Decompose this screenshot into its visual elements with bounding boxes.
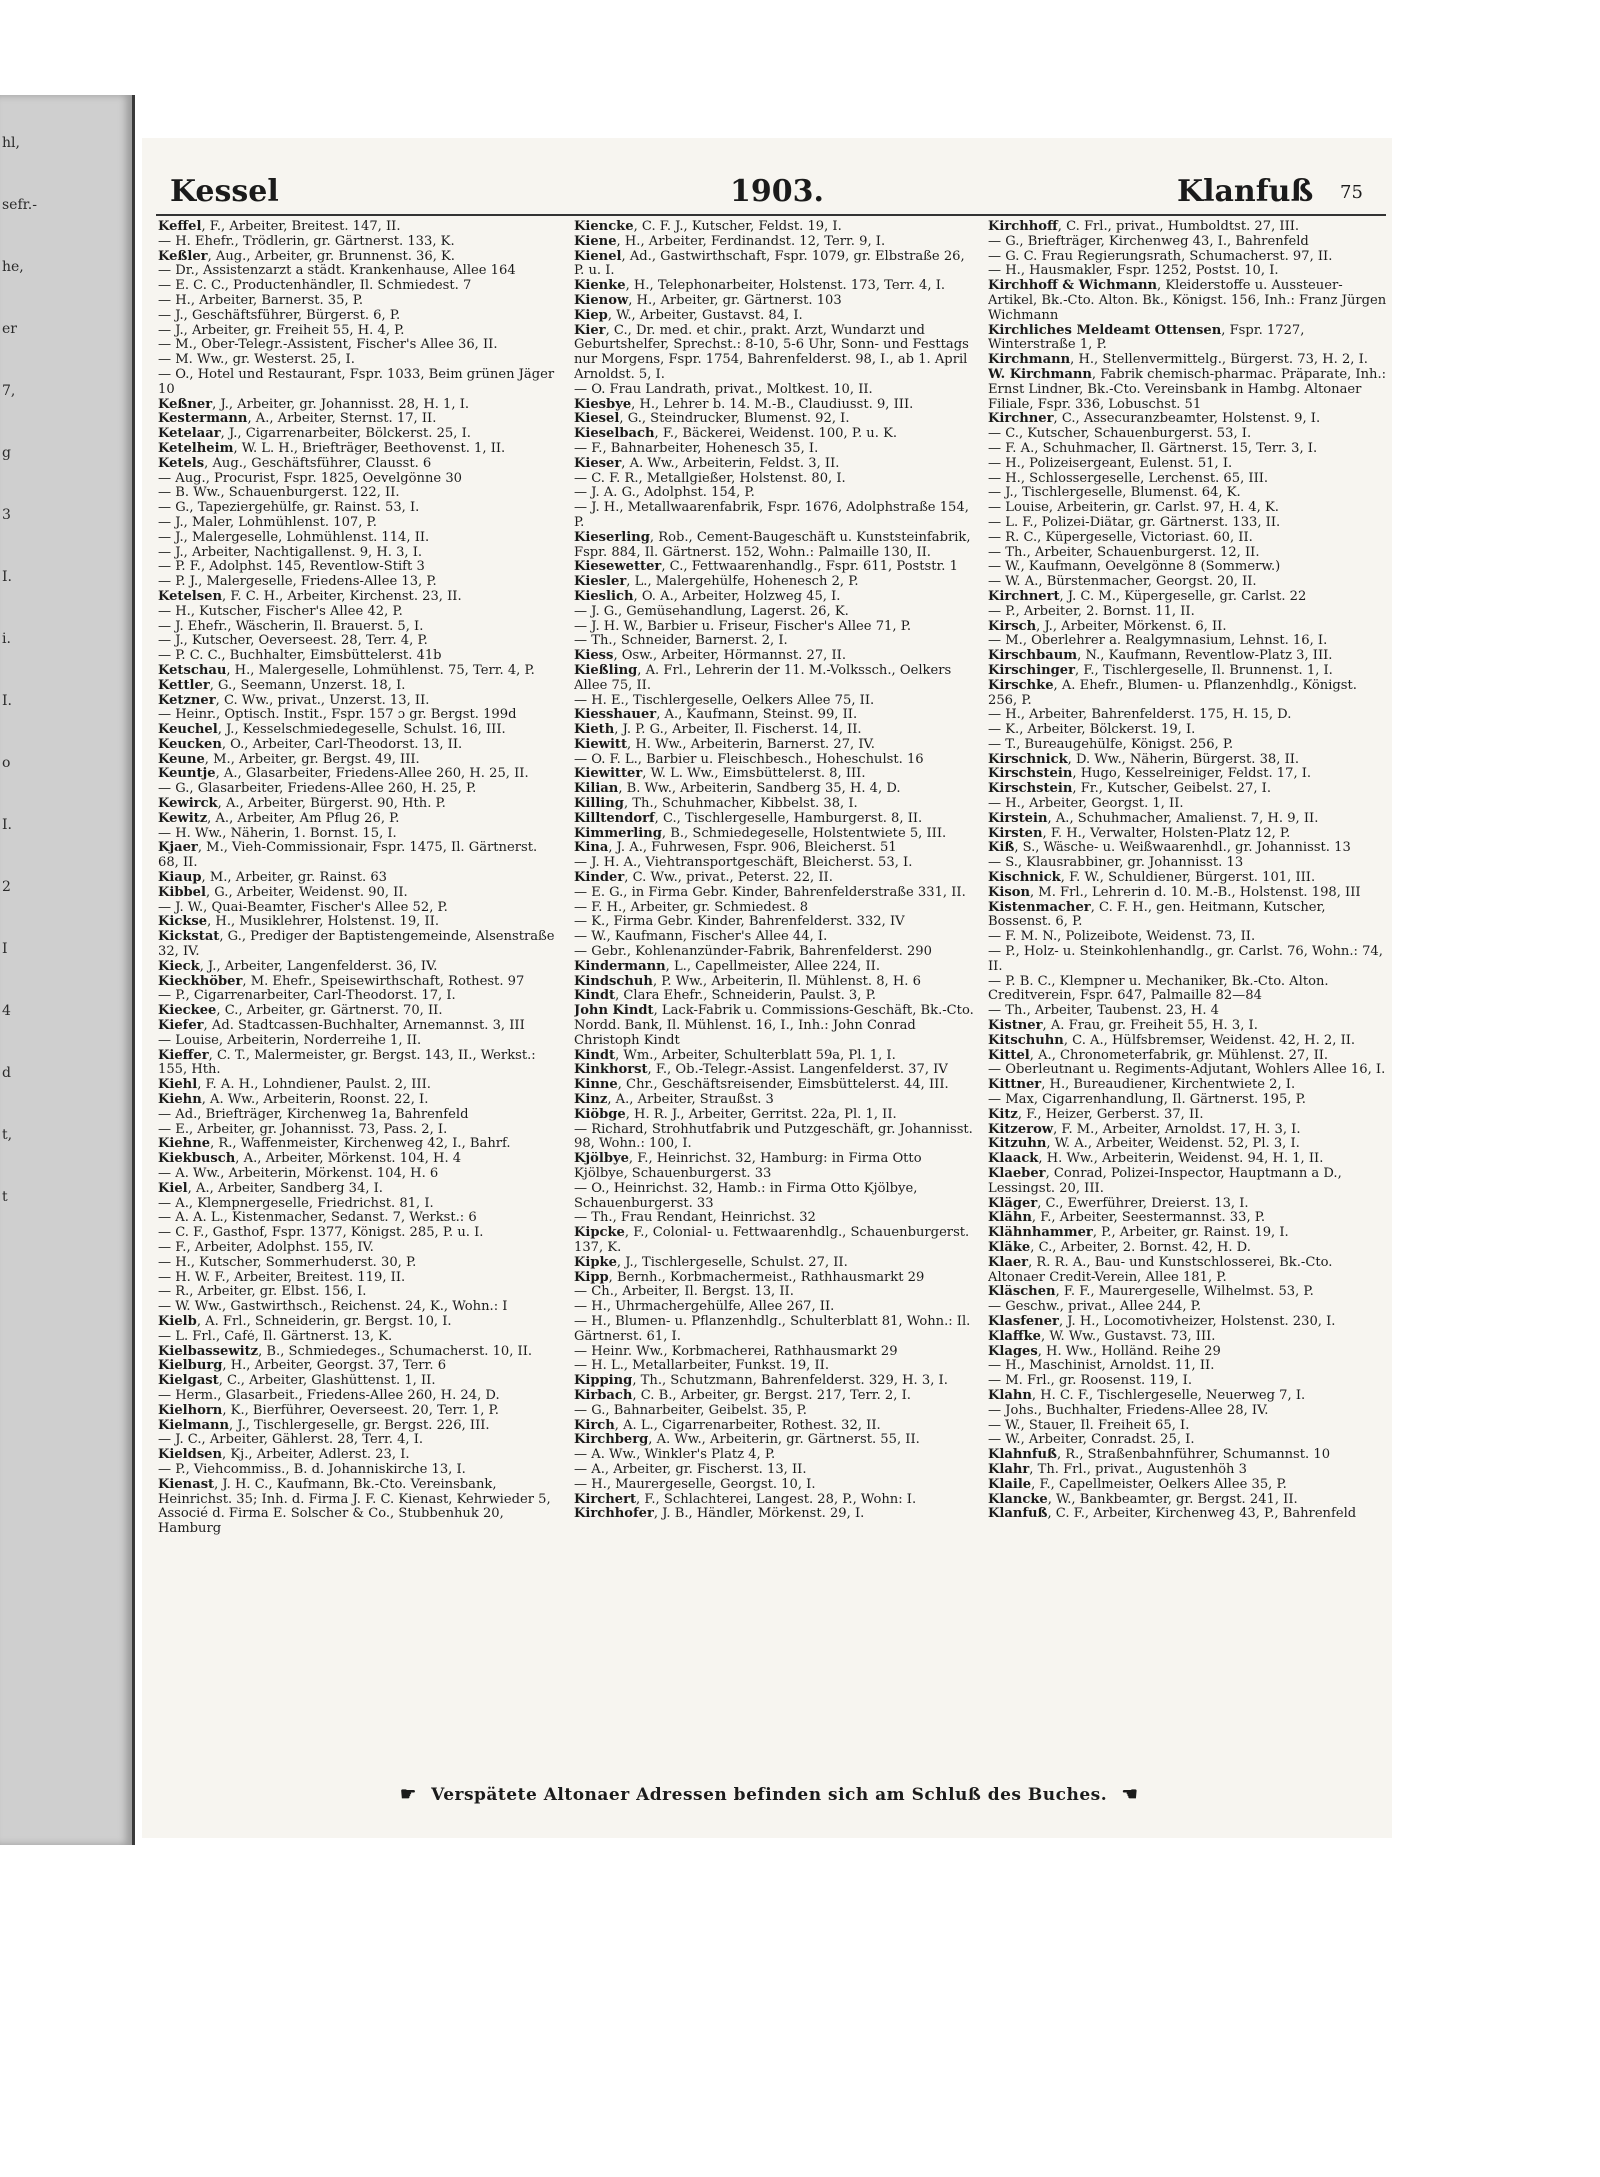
directory-entry: — Ad., Briefträger, Kirchenweg 1a, Bahrenfeld — [158, 1107, 469, 1122]
directory-entry: Kirchmann, H., Stellenvermittelg., Bürgerst. 73, H. 2, I. — [988, 353, 1368, 368]
directory-entry: Keuntje, A., Glasarbeiter, Friedens-Allee 260, H. 25, II. — [158, 767, 529, 782]
directory-entry: Kiefer, Ad. Stadtcassen-Buchhalter, Arnemannst. 3, III — [158, 1019, 525, 1034]
directory-entry: Kielburg, H., Arbeiter, Georgst. 37, Terr. 6 — [158, 1359, 447, 1374]
directory-entry: Kläger, C., Ewerführer, Dreierst. 13, I. — [988, 1196, 1249, 1211]
directory-entry: Kieckhöber, M. Ehefr., Speisewirthschaft, Rothest. 97 — [158, 974, 525, 989]
directory-entry: Kiesshauer, A., Kaufmann, Steinst. 99, II. — [574, 708, 858, 723]
directory-entry: — A. Ww., Winkler's Platz 4, P. — [574, 1448, 776, 1463]
column-1 — [158, 220, 560, 1780]
directory-entry: — Herm., Glasarbeit., Friedens-Allee 260, H. 24, D. — [158, 1388, 500, 1403]
directory-entry: Klaack, H. Ww., Arbeiterin, Weidenst. 94, H. 1, II. — [988, 1152, 1324, 1167]
directory-entry: — A. Ww., Arbeiterin, Mörkenst. 104, H. 6 — [158, 1167, 439, 1181]
directory-entry: Kittel, A., Chronometerfabrik, gr. Mühlenst. 27, II. — [988, 1048, 1329, 1063]
directory-entry: Kieckee, C., Arbeiter, gr. Gärtnerst. 70, II. — [158, 1004, 443, 1019]
directory-entry: — F. H., Arbeiter, gr. Schmiedest. 8 — [574, 900, 809, 915]
directory-entry: Klahn, H. C. F., Tischlergeselle, Neuerweg 7, I. — [988, 1388, 1306, 1403]
directory-entry: Kiehl, F. A. H., Lohndiener, Paulst. 2, III. — [158, 1078, 431, 1093]
directory-entry: — E., Arbeiter, gr. Johannisst. 73, Pass. 2, I. — [158, 1122, 448, 1137]
directory-entry: — J. H. A., Viehtransportgeschäft, Bleicherst. 53, I. — [574, 856, 913, 871]
directory-entry: — H., Arbeiter, Barnerst. 35, P. — [158, 293, 364, 308]
directory-entry: Kinne, Chr., Geschäftsreisender, Eimsbüttelerst. 44, III. — [574, 1078, 949, 1093]
directory-entry: Kienke, H., Telephonarbeiter, Holstenst. 173, Terr. 4, I. — [574, 279, 946, 294]
header-year: 1903. — [730, 174, 824, 209]
margin-fragment: 2 — [2, 879, 11, 895]
margin-fragment: d — [2, 1065, 11, 1081]
directory-entry: Kirschke, A. Ehefr., Blumen- u. Pflanzenhdlg., Königst. 256, P. — [988, 678, 1357, 708]
directory-entry: — H., Polizeisergeant, Eulenst. 51, I. — [988, 456, 1233, 471]
directory-entry: Killing, Th., Schuhmacher, Kibbelst. 38, I. — [574, 797, 858, 812]
page-header — [162, 174, 1387, 210]
directory-entry: Kinder, C. Ww., privat., Peterst. 22, II. — [574, 871, 833, 886]
directory-entry: Kirstein, A., Schuhmacher, Amalienst. 7, H. 9, II. — [988, 811, 1319, 826]
directory-entry: — J. Ehefr., Wäscherin, Il. Brauerst. 5, I. — [158, 619, 424, 634]
directory-entry: Kimmerling, B., Schmiedegeselle, Holstentwiete 5, III. — [574, 826, 947, 841]
directory-entry: — H. E., Tischlergeselle, Oelkers Allee 75, II. — [574, 693, 875, 708]
directory-entry: Ketels, Aug., Geschäftsführer, Clausst. 6 — [158, 456, 432, 471]
directory-entry: — B. Ww., Schauenburgerst. 122, II. — [158, 486, 400, 501]
directory-entry: — J., Maler, Lohmühlenst. 107, P. — [158, 515, 377, 530]
directory-entry: — H. Ehefr., Trödlerin, gr. Gärtnerst. 133, K. — [158, 234, 455, 249]
directory-entry: — E. G., in Firma Gebr. Kinder, Bahrenfelderstraße 331, II. — [574, 885, 966, 900]
directory-entry: Kinz, A., Arbeiter, Straußst. 3 — [574, 1093, 774, 1108]
directory-entry: — Th., Schneider, Barnerst. 2, I. — [574, 634, 788, 649]
directory-entry: Ketelaar, J., Cigarrenarbeiter, Bölckerst. 25, I. — [158, 427, 471, 442]
directory-entry: Kindermann, L., Capellmeister, Allee 224, II. — [574, 959, 881, 974]
directory-entry: — H., Kutscher, Fischer's Allee 42, P. — [158, 604, 403, 619]
directory-entry: Kibbel, G., Arbeiter, Weidenst. 90, II. — [158, 885, 408, 900]
margin-fragment: i. — [2, 631, 11, 647]
directory-entry: Klahr, Th. Frl., privat., Augustenhöh 3 — [988, 1462, 1247, 1477]
directory-entry: Kewitz, A., Arbeiter, Am Pflug 26, P. — [158, 811, 400, 826]
directory-entry: Kieserling, Rob., Cement-Baugeschäft u. Kunststeinfabrik, Fspr. 884, Il. Gärtnerst. 152, Wohn.: Palmaille 130, II. — [574, 530, 971, 560]
directory-entry: Kischnick, F. W., Schuldiener, Bürgerst. 101, III. — [988, 871, 1316, 886]
directory-entry: — J. H., Metallwaarenfabrik, Fspr. 1676, Adolphstraße 154, P. — [574, 501, 969, 530]
directory-entry: Kiesler, L., Malergehülfe, Hohenesch 2, P. — [574, 575, 859, 590]
margin-fragment: I. — [2, 817, 12, 833]
margin-fragment: hl, — [2, 135, 20, 151]
directory-entry: — Geschw., privat., Allee 244, P. — [988, 1300, 1201, 1315]
directory-entry: Kieffer, C. T., Malermeister, gr. Bergst. 143, II., Werkst.: 155, Hth. — [158, 1048, 536, 1078]
header-last-name: Klanfuß — [1177, 174, 1314, 209]
directory-entry: Kison, M. Frl., Lehrerin d. 10. M.-B., Holstenst. 198, III — [988, 885, 1361, 900]
directory-entry: — H. W. F., Arbeiter, Breitest. 119, II. — [158, 1270, 406, 1285]
directory-entry: Klanfuß, C. F., Arbeiter, Kirchenweg 43, P., Bahrenfeld — [988, 1507, 1357, 1522]
directory-entry: — H., Arbeiter, Bahrenfelderst. 175, H. 15, D. — [988, 708, 1292, 723]
margin-fragment: sefr.- — [2, 197, 37, 213]
directory-entry: Kiaup, M., Arbeiter, gr. Rainst. 63 — [158, 871, 388, 886]
header-first-name: Kessel — [170, 174, 279, 209]
directory-entry: — W. Ww., Gastwirthsch., Reichenst. 24, K., Wohn.: I — [158, 1300, 508, 1315]
directory-entry: — P., Cigarrenarbeiter, Carl-Theodorst. 17, I. — [158, 989, 456, 1004]
directory-entry: — H., Maurergeselle, Georgst. 10, I. — [574, 1477, 816, 1492]
margin-fragment: I. — [2, 693, 12, 709]
directory-entry: Keßner, J., Arbeiter, gr. Johannisst. 28, H. 1, I. — [158, 397, 470, 412]
directory-entry: Klasfener, J. H., Locomotivheizer, Holstenst. 230, I. — [988, 1314, 1336, 1329]
directory-entry: Kielbassewitz, B., Schmiedeges., Schumacherst. 10, II. — [158, 1344, 533, 1359]
directory-entry: — J. A. G., Adolphst. 154, P. — [574, 486, 755, 501]
directory-entry: Kirschnick, D. Ww., Näherin, Bürgerst. 38, II. — [988, 752, 1300, 767]
directory-entry: Kirchhoff, C. Frl., privat., Humboldtst. 27, III. — [988, 220, 1300, 234]
directory-entry: Kiencke, C. F. J., Kutscher, Feldst. 19, I. — [574, 220, 842, 234]
directory-entry: Kirsch, J., Arbeiter, Mörkenst. 6, II. — [988, 619, 1227, 634]
directory-entry: Kickstat, G., Prediger der Baptistengemeinde, Alsenstraße 32, IV. — [158, 930, 555, 960]
directory-entry: Kirchliches Meldeamt Ottensen, Fspr. 1727, Winterstraße 1, P. — [988, 323, 1305, 353]
directory-entry: — Oberleutnant u. Regiments-Adjutant, Wohlers Allee 16, I. — [988, 1063, 1386, 1078]
directory-page — [142, 138, 1392, 1838]
directory-entry: — J., Malergeselle, Lohmühlenst. 114, II. — [158, 530, 430, 545]
directory-entry: — Ch., Arbeiter, Il. Bergst. 13, II. — [574, 1285, 794, 1300]
directory-entry: — C. F., Gasthof, Fspr. 1377, Königst. 285, P. u. I. — [158, 1226, 484, 1241]
directory-entry: — M. Ww., gr. Westerst. 25, I. — [158, 353, 355, 368]
directory-entry: Kiehn, A. Ww., Arbeiterin, Roonst. 22, I. — [158, 1093, 429, 1108]
directory-entry: — P., Arbeiter, 2. Bornst. 11, II. — [988, 604, 1195, 619]
directory-entry: — O., Hotel und Restaurant, Fspr. 1033, Beim grünen Jäger 10 — [158, 367, 555, 397]
directory-entry: — C., Kutscher, Schauenburgerst. 53, I. — [988, 427, 1252, 442]
directory-entry: — Heinr. Ww., Korbmacherei, Rathhausmarkt 29 — [574, 1344, 898, 1359]
directory-entry: Kiess, Osw., Arbeiter, Hörmannst. 27, II. — [574, 649, 846, 664]
directory-entry: — K., Arbeiter, Bölckerst. 19, I. — [988, 723, 1196, 738]
directory-entry: — Th., Arbeiter, Schauenburgerst. 12, II. — [988, 545, 1260, 560]
directory-entry: John Kindt, Lack-Fabrik u. Commissions-Geschäft, Bk.-Cto. Nordd. Bank, Il. Mühlenst. 16, I., Inh.: John Conrad Christoph Kindt — [574, 1004, 974, 1048]
directory-entry: Kläke, C., Arbeiter, 2. Bornst. 42, H. D. — [988, 1240, 1251, 1255]
directory-entry: Kielmann, J., Tischlergeselle, gr. Bergst. 226, III. — [158, 1418, 490, 1433]
directory-entry: — P., Holz- u. Steinkohlenhandlg., gr. Carlst. 76, Wohn.: 74, II. — [988, 945, 1383, 974]
directory-entry: Klaer, R. R. A., Bau- und Kunstschlosserei, Bk.-Cto. Altonaer Credit-Verein, Allee 181, P. — [988, 1255, 1333, 1285]
pointing-hand-left-icon: ☚ — [1121, 1784, 1139, 1805]
directory-entry: — T., Bureaugehülfe, Königst. 256, P. — [988, 737, 1234, 752]
directory-entry: — Aug., Procurist, Fspr. 1825, Oevelgönne 30 — [158, 471, 462, 486]
directory-entry: — Louise, Arbeiterin, gr. Carlst. 97, H. 4, K. — [988, 501, 1279, 516]
directory-entry: Killtendorf, C., Tischlergeselle, Hamburgerst. 8, II. — [574, 811, 923, 826]
directory-entry: — W. A., Bürstenmacher, Georgst. 20, II. — [988, 575, 1257, 590]
directory-entry: Kieselbach, F., Bäckerei, Weidenst. 100, P. u. K. — [574, 427, 898, 442]
directory-entry: Kiekbusch, A., Arbeiter, Mörkenst. 104, H. 4 — [158, 1152, 462, 1167]
directory-entry: — R., Arbeiter, gr. Elbst. 156, I. — [158, 1285, 367, 1300]
directory-entry: — G. C. Frau Regierungsrath, Schumacherst. 97, II. — [988, 249, 1333, 264]
directory-entry: — Heinr., Optisch. Instit., Fspr. 157 ɔ gr. Bergst. 199d — [158, 708, 517, 723]
directory-entry: Kindt, Wm., Arbeiter, Schulterblatt 59a, Pl. 1, I. — [574, 1048, 896, 1063]
directory-entry: — H., Maschinist, Arnoldst. 11, II. — [988, 1359, 1215, 1374]
directory-entry: Kiehne, R., Waffenmeister, Kirchenweg 42, I., Bahrf. — [158, 1137, 511, 1152]
directory-entry: Kielhorn, K., Bierführer, Oeverseest. 20, Terr. 1, P. — [158, 1403, 499, 1418]
column-2 — [574, 220, 976, 1780]
directory-entry: — A., Arbeiter, gr. Fischerst. 13, II. — [574, 1462, 807, 1477]
directory-entry: — Th., Frau Rendant, Heinrichst. 32 — [574, 1211, 816, 1226]
directory-entry: Kiene, H., Arbeiter, Ferdinandst. 12, Terr. 9, I. — [574, 234, 886, 249]
directory-entry: Kestermann, A., Arbeiter, Sternst. 17, II. — [158, 412, 437, 427]
directory-entry: — F., Bahnarbeiter, Hohenesch 35, I. — [574, 441, 819, 456]
directory-entry: — O. Frau Landrath, privat., Moltkest. 10, II. — [574, 382, 873, 397]
margin-fragment: er — [2, 321, 17, 337]
directory-entry: Kienel, Ad., Gastwirthschaft, Fspr. 1079, gr. Elbstraße 26, P. u. I. — [574, 249, 965, 279]
directory-entry: Kiewitt, H. Ww., Arbeiterin, Barnerst. 27, IV. — [574, 737, 875, 752]
directory-entry: — G., Bahnarbeiter, Geibelst. 35, P. — [574, 1403, 807, 1418]
directory-entry: Kiesewetter, C., Fettwaarenhandlg., Fspr. 611, Poststr. 1 — [574, 560, 958, 575]
directory-entry: — H., Hausmakler, Fspr. 1252, Postst. 10, I. — [988, 264, 1279, 279]
directory-entry: — W., Kaufmann, Oevelgönne 8 (Sommerw.) — [988, 560, 1281, 575]
directory-entry: Kirch, A. L., Cigarrenarbeiter, Rothest. 32, II. — [574, 1418, 881, 1433]
directory-entry: Kläschen, F. F., Maurergeselle, Wilhelmst. 53, P. — [988, 1285, 1314, 1300]
directory-entry: — H. Ww., Näherin, 1. Bornst. 15, I. — [158, 826, 397, 841]
directory-entry: Kirbach, C. B., Arbeiter, gr. Bergst. 217, Terr. 2, I. — [574, 1388, 911, 1403]
directory-entry: Kilian, B. Ww., Arbeiterin, Sandberg 35, H. 4, D. — [574, 782, 901, 797]
directory-entry: Kieslich, O. A., Arbeiter, Holzweg 45, I. — [574, 589, 841, 604]
header-rule — [156, 214, 1386, 216]
footer-note: Verspätete Altonaer Adressen befinden sich am Schluß des Buches. — [431, 1785, 1108, 1805]
directory-entry: W. Kirchmann, Fabrik chemisch-pharmac. Präparate, Inh.: Ernst Lindner, Bk.-Cto. Vereinsbank in Hambg. Altonaer Filiale, Fspr. 336, Lobuschst. 51 — [988, 367, 1387, 412]
directory-entry: Kickse, H., Musiklehrer, Holstenst. 19, II. — [158, 915, 439, 930]
directory-entry: Kielgast, C., Arbeiter, Glashüttenst. 1, II. — [158, 1374, 436, 1389]
directory-entry: Kitzuhn, W. A., Arbeiter, Weidenst. 52, Pl. 3, I. — [988, 1137, 1300, 1152]
directory-entry: Kistenmacher, C. F. H., gen. Heitmann, Kutscher, Bossenst. 6, P. — [988, 900, 1326, 930]
directory-entry: — P. C. C., Buchhalter, Eimsbüttelerst. 41b — [158, 649, 442, 664]
directory-entry: — O., Heinrichst. 32, Hamb.: in Firma Otto Kjölbye, Schauenburgerst. 33 — [574, 1181, 918, 1211]
directory-entry: Kienast, J. H. C., Kaufmann, Bk.-Cto. Vereinsbank, Heinrichst. 35; Inh. d. Firma J. F. C. Kienast, Kehrwieder 5, Associé d. Firma E. Solscher & Co., Stubbenhuk 20, Hamburg — [158, 1477, 551, 1537]
directory-entry: Kirchnert, J. C. M., Küpergeselle, gr. Carlst. 22 — [988, 589, 1307, 604]
directory-entry: Keffel, F., Arbeiter, Breitest. 147, II. — [158, 220, 401, 234]
directory-entry: — Richard, Strohhutfabrik und Putzgeschäft, gr. Johannisst. 98, Wohn.: 100, I. — [574, 1122, 973, 1152]
directory-entry: — Max, Cigarrenhandlung, Il. Gärtnerst. 195, P. — [988, 1093, 1306, 1108]
directory-entry: Ketschau, H., Malergeselle, Lohmühlenst. 75, Terr. 4, P. — [158, 663, 535, 678]
directory-entry: Klaffke, W. Ww., Gustavst. 73, III. — [988, 1329, 1216, 1344]
directory-entry: Klähn, F., Arbeiter, Seestermannst. 33, P. — [988, 1211, 1266, 1226]
directory-entry: Kjölbye, F., Heinrichst. 32, Hamburg: in Firma Otto Kjölbye, Schauenburgerst. 33 — [574, 1152, 922, 1181]
directory-entry: — G., Tapeziergehülfe, gr. Rainst. 53, I. — [158, 501, 420, 516]
directory-entry: — O. F. L., Barbier u. Fleischbesch., Hoheschulst. 16 — [574, 752, 924, 767]
margin-fragment: 3 — [2, 507, 11, 523]
page-number: 75 — [1340, 182, 1363, 203]
directory-entry: — J. C., Arbeiter, Gählerst. 28, Terr. 4, I. — [158, 1433, 424, 1448]
directory-entry: — H., Blumen- u. Pflanzenhdlg., Schulterblatt 81, Wohn.: Il. Gärtnerst. 61, I. — [574, 1314, 971, 1344]
directory-entry: — H., Uhrmachergehülfe, Allee 267, II. — [574, 1300, 835, 1315]
directory-entry: Ketelsen, F. C. H., Arbeiter, Kirchenst. 23, II. — [158, 589, 462, 604]
margin-fragment: 7, — [2, 383, 16, 399]
directory-entry: — J., Tischlergeselle, Blumenst. 64, K. — [988, 486, 1241, 501]
directory-entry: — P. B. C., Klempner u. Mechaniker, Bk.-Cto. Alton. Creditverein, Fspr. 647, Palmaille 82—84 — [988, 974, 1329, 1004]
directory-entry: — R. C., Küpergeselle, Victoriast. 60, II. — [988, 530, 1253, 545]
column-3 — [988, 220, 1390, 1780]
directory-entry: Kiewitter, W. L. Ww., Eimsbüttelerst. 8, III. — [574, 767, 866, 782]
directory-entry: Kirchner, C., Assecuranzbeamter, Holstenst. 9, I. — [988, 412, 1321, 427]
directory-entry: Kießling, A. Frl., Lehrerin der 11. M.-Volkssch., Oelkers Allee 75, II. — [574, 663, 952, 693]
directory-entry: — M. Frl., gr. Roosenst. 119, I. — [988, 1374, 1193, 1389]
directory-entry: — H., Arbeiter, Georgst. 1, II. — [988, 797, 1184, 812]
directory-entry: Ketelheim, W. L. H., Briefträger, Beethovenst. 1, II. — [158, 441, 506, 456]
directory-entry: Ketzner, C. Ww., privat., Unzerst. 13, II. — [158, 693, 430, 708]
directory-entry: — F. M. N., Polizeibote, Weidenst. 73, II. — [988, 930, 1256, 945]
directory-entry: Kiel, A., Arbeiter, Sandberg 34, I. — [158, 1181, 383, 1196]
directory-entry: — J., Arbeiter, Nachtigallenst. 9, H. 3, I. — [158, 545, 423, 560]
directory-entry: — F., Arbeiter, Adolphst. 155, IV. — [158, 1240, 374, 1255]
directory-entry: Kieth, J. P. G., Arbeiter, Il. Fischerst. 14, II. — [574, 723, 862, 738]
margin-fragment: I. — [2, 569, 12, 585]
margin-fragment: 4 — [2, 1003, 11, 1019]
directory-entry: Kipping, Th., Schutzmann, Bahrenfelderst. 329, H. 3, I. — [574, 1374, 948, 1389]
directory-entry: — H., Schlossergeselle, Lerchenst. 65, III. — [988, 471, 1269, 486]
directory-entry: Klaile, F., Capellmeister, Oelkers Allee 35, P. — [988, 1477, 1287, 1492]
directory-entry: Kitschuhn, C. A., Hülfsbremser, Weidenst. 42, H. 2, II. — [988, 1033, 1356, 1048]
directory-entry: — W., Arbeiter, Conradst. 25, I. — [988, 1433, 1195, 1448]
directory-entry: — S., Klausrabbiner, gr. Johannisst. 13 — [988, 856, 1244, 871]
directory-entry: — M., Ober-Telegr.-Assistent, Fischer's Allee 36, II. — [158, 338, 498, 353]
directory-entry: — P. J., Malergeselle, Friedens-Allee 13, P. — [158, 575, 437, 590]
directory-entry: — W., Kaufmann, Fischer's Allee 44, I. — [574, 930, 828, 945]
directory-entry: Kieser, A. Ww., Arbeiterin, Feldst. 3, II. — [574, 456, 840, 471]
directory-entry: — J., Geschäftsführer, Bürgerst. 6, P. — [158, 308, 401, 323]
directory-entry: Kinkhorst, F., Ob.-Telegr.-Assist. Langenfelderst. 37, IV — [574, 1063, 948, 1078]
margin-fragment: o — [2, 755, 11, 771]
directory-entry: Kipcke, F., Colonial- u. Fettwaarenhdlg., Schauenburgerst. 137, K. — [574, 1226, 970, 1255]
adjacent-page-edge — [0, 95, 135, 1845]
directory-entry: Kirsten, F. H., Verwalter, Holsten-Platz 12, P. — [988, 826, 1291, 841]
directory-entry: Klancke, W., Bankbeamter, gr. Bergst. 241, II. — [988, 1492, 1298, 1507]
directory-entry: Kirschbaum, N., Kaufmann, Reventlow-Platz 3, III. — [988, 649, 1333, 664]
directory-entry: Kier, C., Dr. med. et chir., prakt. Arzt, Wundarzt und Geburtshelfer, Sprechst.: 8-10, 5-6 Uhr, Sonn- und Festtags nur Morgens, Fspr. 1754, Bahrenfelderst. 98, I., ab 1. April Arnoldst. 5, I. — [574, 323, 969, 382]
directory-entry: Kitzerow, F. M., Arbeiter, Arnoldst. 17, H. 3, I. — [988, 1122, 1301, 1137]
directory-entry: Keuchel, J., Kesselschmiedegeselle, Schulst. 16, III. — [158, 723, 506, 738]
directory-entry: — Louise, Arbeiterin, Norderreihe 1, II. — [158, 1033, 422, 1048]
directory-entry: Kettler, G., Seemann, Unzerst. 18, I. — [158, 678, 406, 693]
directory-entry: — G., Glasarbeiter, Friedens-Allee 260, H. 25, P. — [158, 782, 477, 797]
directory-entry: Kirschinger, F., Tischlergeselle, Il. Brunnenst. 1, I. — [988, 663, 1333, 678]
directory-entry: Kieldsen, Kj., Arbeiter, Adlerst. 23, I. — [158, 1448, 410, 1463]
margin-fragment: g — [2, 445, 11, 461]
directory-entry: Kina, J. A., Fuhrwesen, Fspr. 906, Bleicherst. 51 — [574, 841, 897, 856]
directory-entry: Kiöbge, H. R. J., Arbeiter, Gerritst. 22a, Pl. 1, II. — [574, 1107, 897, 1122]
directory-entry: Kirchhofer, J. B., Händler, Mörkenst. 29, I. — [574, 1507, 865, 1522]
margin-fragment: he, — [2, 259, 24, 275]
directory-entry: — Dr., Assistenzarzt a städt. Krankenhause, Allee 164 — [158, 264, 516, 279]
directory-entry: — F. A., Schuhmacher, Il. Gärtnerst. 15, Terr. 3, I. — [988, 441, 1318, 456]
directory-entry: Keucken, O., Arbeiter, Carl-Theodorst. 13, II. — [158, 737, 463, 752]
directory-entry: — Johs., Buchhalter, Friedens-Allee 28, IV. — [988, 1403, 1269, 1418]
directory-entry: Kittner, H., Bureaudiener, Kirchentwiete 2, I. — [988, 1078, 1296, 1093]
directory-entry: Kienow, H., Arbeiter, gr. Gärtnerst. 103 — [574, 293, 842, 308]
directory-entry: — E. C. C., Productenhändler, Il. Schmiedest. 7 — [158, 279, 472, 294]
directory-entry: Kirchert, F., Schlachterei, Langest. 28, P., Wohn: I. — [574, 1492, 917, 1507]
margin-fragment: I — [2, 941, 8, 957]
directory-entry: — H. L., Metallarbeiter, Funkst. 19, II. — [574, 1359, 830, 1374]
directory-entry: Kiß, S., Wäsche- u. Weißwaarenhdl., gr. Johannisst. 13 — [988, 841, 1351, 856]
directory-entry: Kindt, Clara Ehefr., Schneiderin, Paulst. 3, P. — [574, 989, 876, 1004]
directory-entry: — H., Kutscher, Sommerhuderst. 30, P. — [158, 1255, 417, 1270]
directory-entry: — W., Stauer, Il. Freiheit 65, I. — [988, 1418, 1190, 1433]
directory-entry: Kindschuh, P. Ww., Arbeiterin, Il. Mühlenst. 8, H. 6 — [574, 974, 921, 989]
directory-entry: Kiesel, G., Steindrucker, Blumenst. 92, I. — [574, 412, 850, 427]
directory-entry: Kistner, A. Frau, gr. Freiheit 55, H. 3, I. — [988, 1019, 1258, 1034]
directory-entry: Kewirck, A., Arbeiter, Bürgerst. 90, Hth. P. — [158, 797, 446, 812]
directory-entry: Kirchhoff & Wichmann, Kleiderstoffe u. Aussteuer-Artikel, Bk.-Cto. Alton. Bk., Königst. 156, Inh.: Franz Jürgen Wichmann — [988, 279, 1387, 323]
pointing-hand-icon: ☛ — [400, 1784, 417, 1805]
directory-entry: Keßler, Aug., Arbeiter, gr. Brunnenst. 36, K. — [158, 249, 455, 264]
directory-entry: — C. F. R., Metallgießer, Holstenst. 80, I. — [574, 471, 846, 486]
directory-entry: — J., Kutscher, Oeverseest. 28, Terr. 4, P. — [158, 634, 428, 649]
directory-entry: Kitz, F., Heizer, Gerberst. 37, II. — [988, 1107, 1204, 1122]
directory-entry: Kipp, Bernh., Korbmachermeist., Rathhausmarkt 29 — [574, 1270, 925, 1285]
directory-entry: — K., Firma Gebr. Kinder, Bahrenfelderst. 332, IV — [574, 915, 905, 930]
directory-entry: Kipke, J., Tischlergeselle, Schulst. 27, II. — [574, 1255, 848, 1270]
directory-entry: — Gebr., Kohlenanzünder-Fabrik, Bahrenfelderst. 290 — [574, 945, 932, 960]
directory-entry: Kieck, J., Arbeiter, Langenfelderst. 36, IV. — [158, 959, 438, 974]
directory-entry: — P., Viehcommiss., B. d. Johanniskirche 13, I. — [158, 1462, 466, 1477]
directory-entry: Klages, H. Ww., Holländ. Reihe 29 — [988, 1344, 1221, 1359]
directory-entry: Klaeber, Conrad, Polizei-Inspector, Hauptmann a D., Lessingst. 20, III. — [988, 1167, 1342, 1196]
directory-entry: — M., Oberlehrer a. Realgymnasium, Lehnst. 16, I. — [988, 634, 1328, 649]
directory-entry: Kirchberg, A. Ww., Arbeiterin, gr. Gärtnerst. 55, II. — [574, 1433, 920, 1448]
directory-entry: — L. F., Polizei-Diätar, gr. Gärtnerst. 133, II. — [988, 515, 1281, 530]
margin-fragment: t — [2, 1189, 8, 1205]
directory-entry: Kirschstein, Hugo, Kesselreiniger, Feldst. 17, I. — [988, 767, 1312, 782]
directory-entry: — J. G., Gemüsehandlung, Lagerst. 26, K. — [574, 604, 849, 619]
directory-entry: — A. A. L., Kistenmacher, Sedanst. 7, Werkst.: 6 — [158, 1211, 477, 1226]
directory-entry: — J. W., Quai-Beamter, Fischer's Allee 52, P. — [158, 900, 448, 915]
directory-entry: — Th., Arbeiter, Taubenst. 23, H. 4 — [988, 1004, 1219, 1019]
page-footer — [392, 1784, 1146, 1805]
directory-entry: Klähnhammer, P., Arbeiter, gr. Rainst. 19, I. — [988, 1226, 1289, 1241]
directory-entry: Kjaer, M., Vieh-Commissionair, Fspr. 1475, Il. Gärtnerst. 68, II. — [158, 841, 538, 871]
directory-entry: Kielb, A. Frl., Schneiderin, gr. Bergst. 10, I. — [158, 1314, 452, 1329]
directory-entry: Klahnfuß, R., Straßenbahnführer, Schumannst. 10 — [988, 1448, 1331, 1463]
directory-entry: Keune, M., Arbeiter, gr. Bergst. 49, III. — [158, 752, 420, 767]
directory-entry: Kiep, W., Arbeiter, Gustavst. 84, I. — [574, 308, 803, 323]
directory-entry: — P. F., Adolphst. 145, Reventlow-Stift 3 — [158, 560, 425, 575]
directory-entry: — G., Briefträger, Kirchenweg 43, I., Bahrenfeld — [988, 234, 1309, 249]
directory-entry: — J. H. W., Barbier u. Friseur, Fischer's Allee 71, P. — [574, 619, 912, 634]
margin-fragment: t, — [2, 1127, 13, 1143]
directory-entry: — J., Arbeiter, gr. Freiheit 55, H. 4, P. — [158, 323, 405, 338]
directory-entry: — A., Klempnergeselle, Friedrichst. 81, I. — [158, 1196, 434, 1211]
directory-entry: Kiesbye, H., Lehrer b. 14. M.-B., Claudiusst. 9, III. — [574, 397, 914, 412]
directory-entry: Kirschstein, Fr., Kutscher, Geibelst. 27, I. — [988, 782, 1271, 797]
directory-entry: — L. Frl., Café, Il. Gärtnerst. 13, K. — [158, 1329, 393, 1344]
